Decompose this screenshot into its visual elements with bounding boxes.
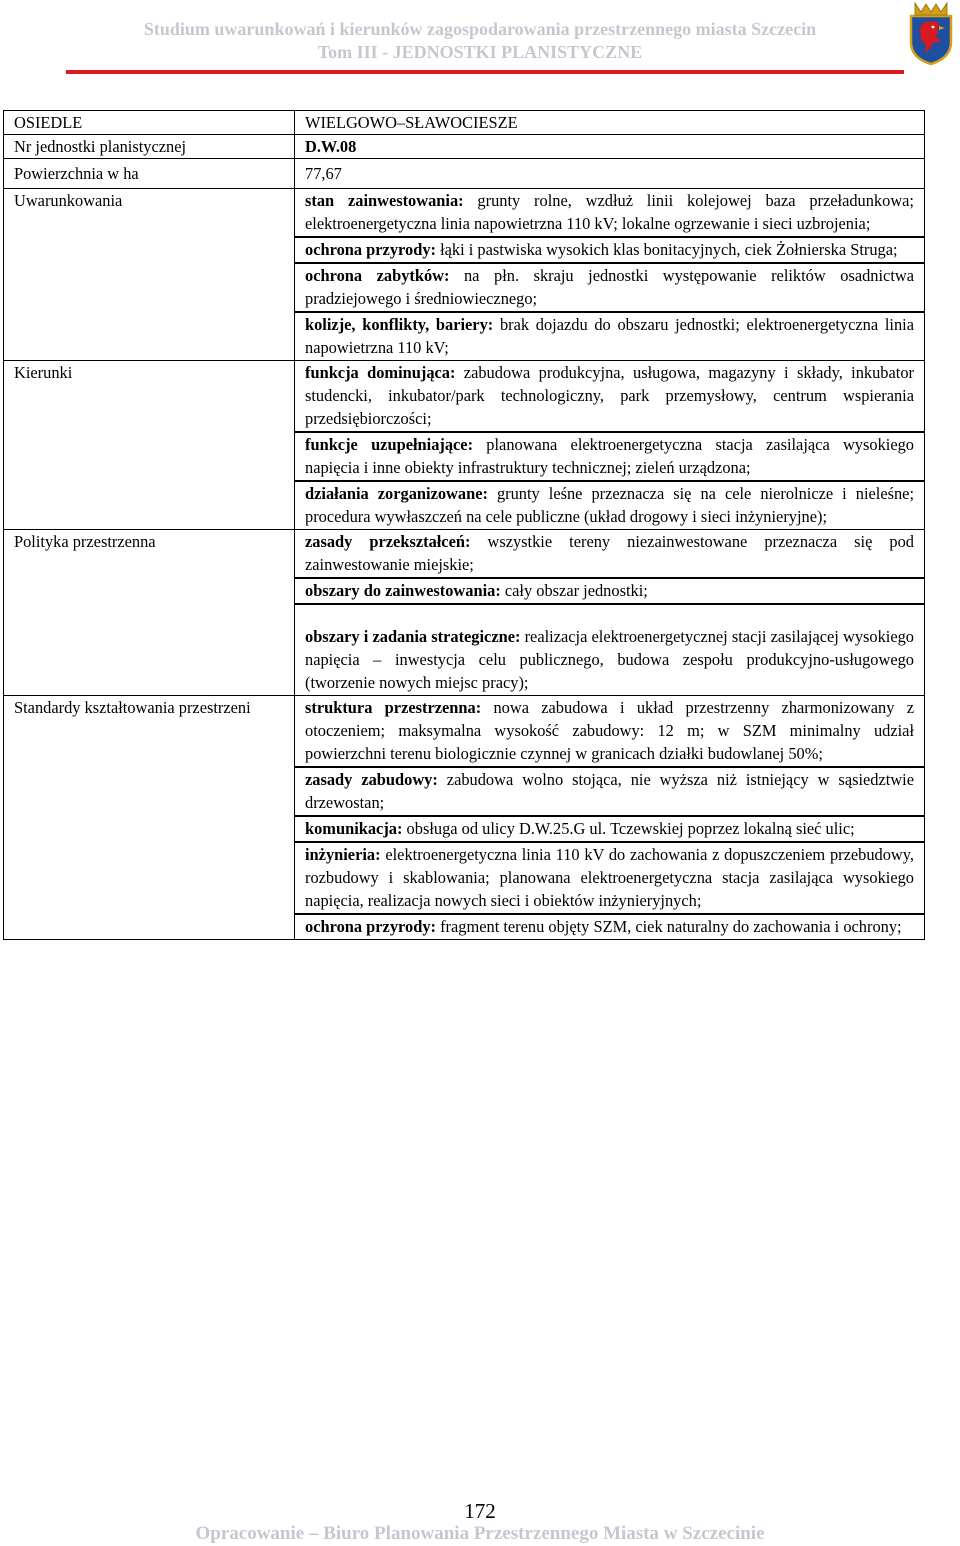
szczecin-crest-icon	[905, 0, 957, 66]
list-item: funkcje uzupełniające: planowana elektroenergetyczna stacja zasilająca wysokiego napięcia i inne obiekty infrastruktury technicznej; zieleń urządzona;	[295, 433, 924, 482]
page-footer: Opracowanie – Biuro Planowania Przestrzennego Miasta w Szczecinie	[195, 1523, 765, 1544]
document-title: Studium uwarunkowań i kierunków zagospodarowania przestrzennego miasta Szczecin	[143, 19, 817, 39]
list-item: zasady przekształceń: wszystkie tereny niezainwestowane przeznacza się pod zainwestowanie miejskie;	[295, 530, 924, 579]
table-row	[4, 111, 925, 135]
list-item: struktura przestrzenna: nowa zabudowa i układ przestrzenny zharmonizowany z otoczeniem; maksymalna wysokość zabudowy: 12 m; w SZM minimalny udział powierzchni terenu biologicznie czynnej w granicach działki budowlanej 50%;	[295, 696, 924, 768]
table-row	[4, 135, 925, 159]
list-item: stan zainwestowania: grunty rolne, wzdłuż linii kolejowej baza przeładunkowa; elektroenergetyczna linia napowietrzna 110 kV; lokalne ogrzewanie i sieci uzbrojenia;	[295, 189, 924, 238]
osiedle-label: OSIEDLE	[4, 111, 295, 135]
list-item: obszary do zainwestowania: cały obszar jednostki;	[295, 579, 924, 605]
table-row	[4, 189, 925, 361]
polityka-label: Polityka przestrzenna	[4, 530, 295, 696]
area-label: Powierzchnia w ha	[4, 159, 295, 189]
header-divider	[66, 70, 904, 74]
list-item: obszary i zadania strategiczne: realizacja elektroenergetycznej stacji zasilającej wysokiego napięcia – inwestycja celu publicznego, budowa zespołu produkcyjno-usługowego (tworzenie nowych miejsc pracy);	[305, 627, 914, 692]
uwarunkowania-label: Uwarunkowania	[4, 189, 295, 361]
page-header	[0, 0, 960, 80]
uwarunkowania-content	[295, 189, 925, 361]
kierunki-label: Kierunki	[4, 361, 295, 530]
list-item: zasady zabudowy: zabudowa wolno stojąca, nie wyższa niż istniejący w sąsiedztwie drzewostan;	[295, 768, 924, 817]
table-row	[4, 361, 925, 530]
list-item: funkcja dominująca: zabudowa produkcyjna, usługowa, magazyny i składy, inkubator studencki, inkubator/park technologiczny, park przemysłowy, centrum wspierania przedsiębiorczości;	[295, 361, 924, 433]
list-item: kolizje, konflikty, bariery: brak dojazdu do obszaru jednostki; elektroenergetyczna linia napowietrzna 110 kV;	[305, 315, 914, 357]
table-row	[4, 530, 925, 696]
spacer	[305, 605, 914, 625]
standardy-content	[295, 696, 925, 940]
list-item: ochrona przyrody: fragment terenu objęty SZM, ciek naturalny do zachowania i ochrony;	[305, 917, 902, 936]
planning-unit-table	[3, 110, 925, 940]
list-item: ochrona zabytków: na płn. skraju jednostki występowanie reliktów osadnictwa pradziejowego i średniowiecznego;	[295, 264, 924, 313]
kierunki-content	[295, 361, 925, 530]
table-row	[4, 159, 925, 189]
list-item: działania zorganizowane: grunty leśne przeznacza się na cele nierolnicze i nieleśne; procedura wywłaszczeń na cele publiczne (układ drogowy i sieci inżynieryjne);	[305, 484, 915, 526]
polityka-content	[295, 530, 925, 696]
standardy-label: Standardy kształtowania przestrzeni	[4, 696, 295, 940]
list-item: ochrona przyrody: łąki i pastwiska wysokich klas bonitacyjnych, ciek Żołnierska Struga;	[295, 238, 924, 264]
list-item: inżynieria: elektroenergetyczna linia 110 kV do zachowania z dopuszczeniem przebudowy, rozbudowy i skablowania; planowana elektroenergetyczna stacja zasilająca wysokiego napięcia, realizacja nowych sieci i obiektów inżynieryjnych;	[295, 843, 924, 915]
unit-number-label: Nr jednostki planistycznej	[4, 135, 295, 159]
list-item: komunikacja: obsługa od ulicy D.W.25.G ul. Tczewskiej poprzez lokalną sieć ulic;	[295, 817, 924, 843]
area-value: 77,67	[295, 159, 925, 189]
page-number: 172	[464, 1499, 496, 1523]
osiedle-value: WIELGOWO–SŁAWOCIESZE	[295, 111, 925, 135]
unit-number-value: D.W.08	[295, 135, 925, 159]
table-row	[4, 696, 925, 940]
volume-title: Tom III - JEDNOSTKI PLANISTYCZNE	[317, 42, 643, 62]
